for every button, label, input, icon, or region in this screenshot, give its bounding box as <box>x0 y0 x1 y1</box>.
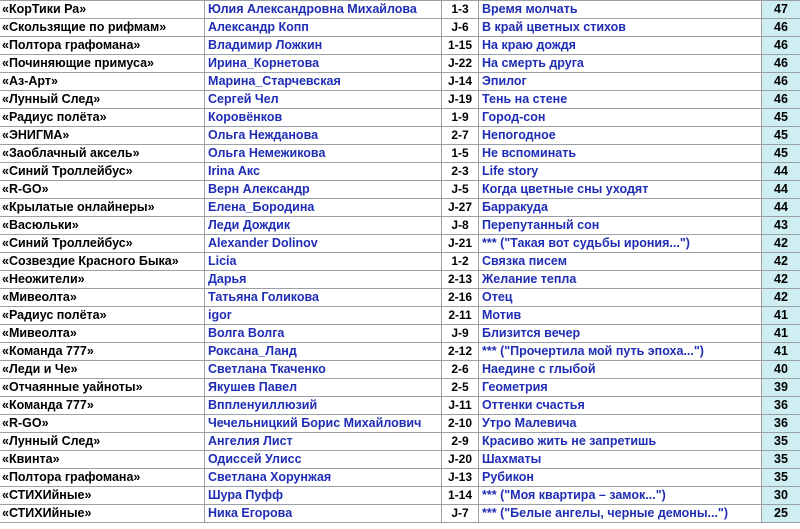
author-cell: Верн Александр <box>205 181 442 198</box>
table-row <box>0 109 800 127</box>
entry-number-cell: 1-2 <box>442 253 479 270</box>
team-cell: «Квинта» <box>0 451 205 468</box>
author-cell: Licia <box>205 253 442 270</box>
score-cell: 36 <box>762 397 800 414</box>
team-cell: «Созвездие Красного Быка» <box>0 253 205 270</box>
table-row <box>0 37 800 55</box>
table-row <box>0 55 800 73</box>
poem-title-cell: Непогодное <box>479 127 762 144</box>
poem-title-cell: Отец <box>479 289 762 306</box>
entry-number-cell: 2-3 <box>442 163 479 180</box>
table-row <box>0 199 800 217</box>
team-cell: «Неожители» <box>0 271 205 288</box>
poem-title-cell: Утро Малевича <box>479 415 762 432</box>
author-cell: Сергей Чел <box>205 91 442 108</box>
table-row <box>0 361 800 379</box>
poem-title-cell: Не вспоминать <box>479 145 762 162</box>
poem-title-cell: Когда цветные сны уходят <box>479 181 762 198</box>
team-cell: «Леди и Че» <box>0 361 205 378</box>
table-row <box>0 307 800 325</box>
author-cell: Ольга Немежикова <box>205 145 442 162</box>
score-cell: 35 <box>762 433 800 450</box>
table-row <box>0 415 800 433</box>
entry-number-cell: 2-9 <box>442 433 479 450</box>
entry-number-cell: J-22 <box>442 55 479 72</box>
team-cell: «ЭНИГМА» <box>0 127 205 144</box>
entry-number-cell: J-11 <box>442 397 479 414</box>
author-cell: Одиссей Улисс <box>205 451 442 468</box>
entry-number-cell: J-14 <box>442 73 479 90</box>
entry-number-cell: J-21 <box>442 235 479 252</box>
team-cell: «Лунный След» <box>0 91 205 108</box>
entry-number-cell: J-8 <box>442 217 479 234</box>
team-cell: «Крылатые онлайнеры» <box>0 199 205 216</box>
poem-title-cell: Красиво жить не запретишь <box>479 433 762 450</box>
table-row <box>0 505 800 523</box>
team-cell: «Команда 777» <box>0 397 205 414</box>
author-cell: Вппленуиллюзий <box>205 397 442 414</box>
author-cell: Татьяна Голикова <box>205 289 442 306</box>
author-cell: igor <box>205 307 442 324</box>
score-cell: 35 <box>762 469 800 486</box>
table-row <box>0 433 800 451</box>
author-cell: Леди Дождик <box>205 217 442 234</box>
author-cell: Светлана Ткаченко <box>205 361 442 378</box>
team-cell: «R-GO» <box>0 181 205 198</box>
team-cell: «Починяющие примуса» <box>0 55 205 72</box>
author-cell: Якушев Павел <box>205 379 442 396</box>
table-row <box>0 19 800 37</box>
table-row <box>0 91 800 109</box>
author-cell: Коровёнков <box>205 109 442 126</box>
entry-number-cell: 2-12 <box>442 343 479 360</box>
team-cell: «Васюльки» <box>0 217 205 234</box>
entry-number-cell: 2-7 <box>442 127 479 144</box>
team-cell: «Синий Троллейбус» <box>0 235 205 252</box>
poem-title-cell: Перепутанный сон <box>479 217 762 234</box>
entry-number-cell: J-19 <box>442 91 479 108</box>
score-cell: 39 <box>762 379 800 396</box>
entry-number-cell: 2-5 <box>442 379 479 396</box>
table-row <box>0 235 800 253</box>
table-row <box>0 325 800 343</box>
score-cell: 35 <box>762 451 800 468</box>
entry-number-cell: 1-3 <box>442 1 479 18</box>
score-cell: 42 <box>762 235 800 252</box>
team-cell: «R-GO» <box>0 415 205 432</box>
entry-number-cell: J-27 <box>442 199 479 216</box>
poem-title-cell: *** ("Белые ангелы, черные демоны...") <box>479 505 762 522</box>
author-cell: Alexander Dolinov <box>205 235 442 252</box>
author-cell: Волга Волга <box>205 325 442 342</box>
author-cell: Светлана Хорунжая <box>205 469 442 486</box>
entry-number-cell: 1-15 <box>442 37 479 54</box>
poem-title-cell: Связка писем <box>479 253 762 270</box>
poem-title-cell: Желание тепла <box>479 271 762 288</box>
entry-number-cell: 2-16 <box>442 289 479 306</box>
entry-number-cell: 1-5 <box>442 145 479 162</box>
entry-number-cell: 2-6 <box>442 361 479 378</box>
author-cell: Ника Егорова <box>205 505 442 522</box>
score-cell: 46 <box>762 19 800 36</box>
table-row <box>0 1 800 19</box>
author-cell: Юлия Александровна Михайлова <box>205 1 442 18</box>
poem-title-cell: На смерть друга <box>479 55 762 72</box>
score-cell: 46 <box>762 55 800 72</box>
score-cell: 41 <box>762 343 800 360</box>
poem-title-cell: *** ("Моя квартира – замок...") <box>479 487 762 504</box>
table-row <box>0 253 800 271</box>
score-cell: 42 <box>762 271 800 288</box>
score-cell: 30 <box>762 487 800 504</box>
score-cell: 44 <box>762 199 800 216</box>
poem-title-cell: В край цветных стихов <box>479 19 762 36</box>
poem-title-cell: Время молчать <box>479 1 762 18</box>
poem-title-cell: Эпилог <box>479 73 762 90</box>
entry-number-cell: 1-9 <box>442 109 479 126</box>
score-cell: 44 <box>762 181 800 198</box>
table-row <box>0 217 800 235</box>
table-row <box>0 163 800 181</box>
poem-title-cell: Геометрия <box>479 379 762 396</box>
score-cell: 25 <box>762 505 800 522</box>
team-cell: «Заоблачный аксель» <box>0 145 205 162</box>
author-cell: Александр Копп <box>205 19 442 36</box>
poem-title-cell: Барракуда <box>479 199 762 216</box>
table-row <box>0 469 800 487</box>
author-cell: Елена_Бородина <box>205 199 442 216</box>
score-cell: 44 <box>762 163 800 180</box>
table-row <box>0 451 800 469</box>
team-cell: «Радиус полёта» <box>0 109 205 126</box>
entry-number-cell: J-6 <box>442 19 479 36</box>
score-cell: 43 <box>762 217 800 234</box>
entry-number-cell: 2-13 <box>442 271 479 288</box>
score-cell: 47 <box>762 1 800 18</box>
entry-number-cell: 2-10 <box>442 415 479 432</box>
author-cell: Владимир Ложкин <box>205 37 442 54</box>
entry-number-cell: 2-11 <box>442 307 479 324</box>
poem-title-cell: Тень на стене <box>479 91 762 108</box>
poem-title-cell: Оттенки счастья <box>479 397 762 414</box>
table-row <box>0 73 800 91</box>
author-cell: Ангелия Лист <box>205 433 442 450</box>
team-cell: «Синий Троллейбус» <box>0 163 205 180</box>
team-cell: «Мивеолта» <box>0 289 205 306</box>
team-cell: «Лунный След» <box>0 433 205 450</box>
entry-number-cell: J-5 <box>442 181 479 198</box>
author-cell: Марина_Старчевская <box>205 73 442 90</box>
poem-title-cell: Life story <box>479 163 762 180</box>
author-cell: Irina Акс <box>205 163 442 180</box>
author-cell: Ольга Нежданова <box>205 127 442 144</box>
poem-title-cell: Наедине с глыбой <box>479 361 762 378</box>
score-cell: 36 <box>762 415 800 432</box>
poem-title-cell: Мотив <box>479 307 762 324</box>
author-cell: Дарья <box>205 271 442 288</box>
team-cell: «Мивеолта» <box>0 325 205 342</box>
table-row <box>0 289 800 307</box>
table-row <box>0 145 800 163</box>
score-cell: 45 <box>762 145 800 162</box>
poem-title-cell: Рубикон <box>479 469 762 486</box>
author-cell: Ирина_Корнетова <box>205 55 442 72</box>
table-row <box>0 343 800 361</box>
score-cell: 41 <box>762 325 800 342</box>
author-cell: Чечельницкий Борис Михайлович <box>205 415 442 432</box>
poem-title-cell: *** ("Прочертила мой путь эпоха...") <box>479 343 762 360</box>
team-cell: «Команда 777» <box>0 343 205 360</box>
score-cell: 41 <box>762 307 800 324</box>
team-cell: «СТИХИйные» <box>0 487 205 504</box>
score-cell: 45 <box>762 109 800 126</box>
poem-title-cell: Близится вечер <box>479 325 762 342</box>
entry-number-cell: J-13 <box>442 469 479 486</box>
author-cell: Шура Пуфф <box>205 487 442 504</box>
score-cell: 42 <box>762 289 800 306</box>
poem-title-cell: Город-сон <box>479 109 762 126</box>
entry-number-cell: J-9 <box>442 325 479 342</box>
poem-title-cell: *** ("Такая вот судьбы ирония...") <box>479 235 762 252</box>
entry-number-cell: 1-14 <box>442 487 479 504</box>
entry-number-cell: J-20 <box>442 451 479 468</box>
team-cell: «КорТики Ра» <box>0 1 205 18</box>
score-cell: 40 <box>762 361 800 378</box>
team-cell: «Скользящие по рифмам» <box>0 19 205 36</box>
table-row <box>0 397 800 415</box>
score-cell: 46 <box>762 91 800 108</box>
table-row <box>0 271 800 289</box>
table-row <box>0 181 800 199</box>
poem-title-cell: На краю дождя <box>479 37 762 54</box>
team-cell: «Радиус полёта» <box>0 307 205 324</box>
team-cell: «СТИХИйные» <box>0 505 205 522</box>
poem-title-cell: Шахматы <box>479 451 762 468</box>
score-cell: 45 <box>762 127 800 144</box>
table-row <box>0 127 800 145</box>
score-cell: 42 <box>762 253 800 270</box>
score-cell: 46 <box>762 73 800 90</box>
score-cell: 46 <box>762 37 800 54</box>
entry-number-cell: J-7 <box>442 505 479 522</box>
table-row <box>0 379 800 397</box>
table-row <box>0 487 800 505</box>
team-cell: «Аз-Арт» <box>0 73 205 90</box>
team-cell: «Полтора графомана» <box>0 37 205 54</box>
author-cell: Роксана_Ланд <box>205 343 442 360</box>
team-cell: «Полтора графомана» <box>0 469 205 486</box>
team-cell: «Отчаянные уайноты» <box>0 379 205 396</box>
